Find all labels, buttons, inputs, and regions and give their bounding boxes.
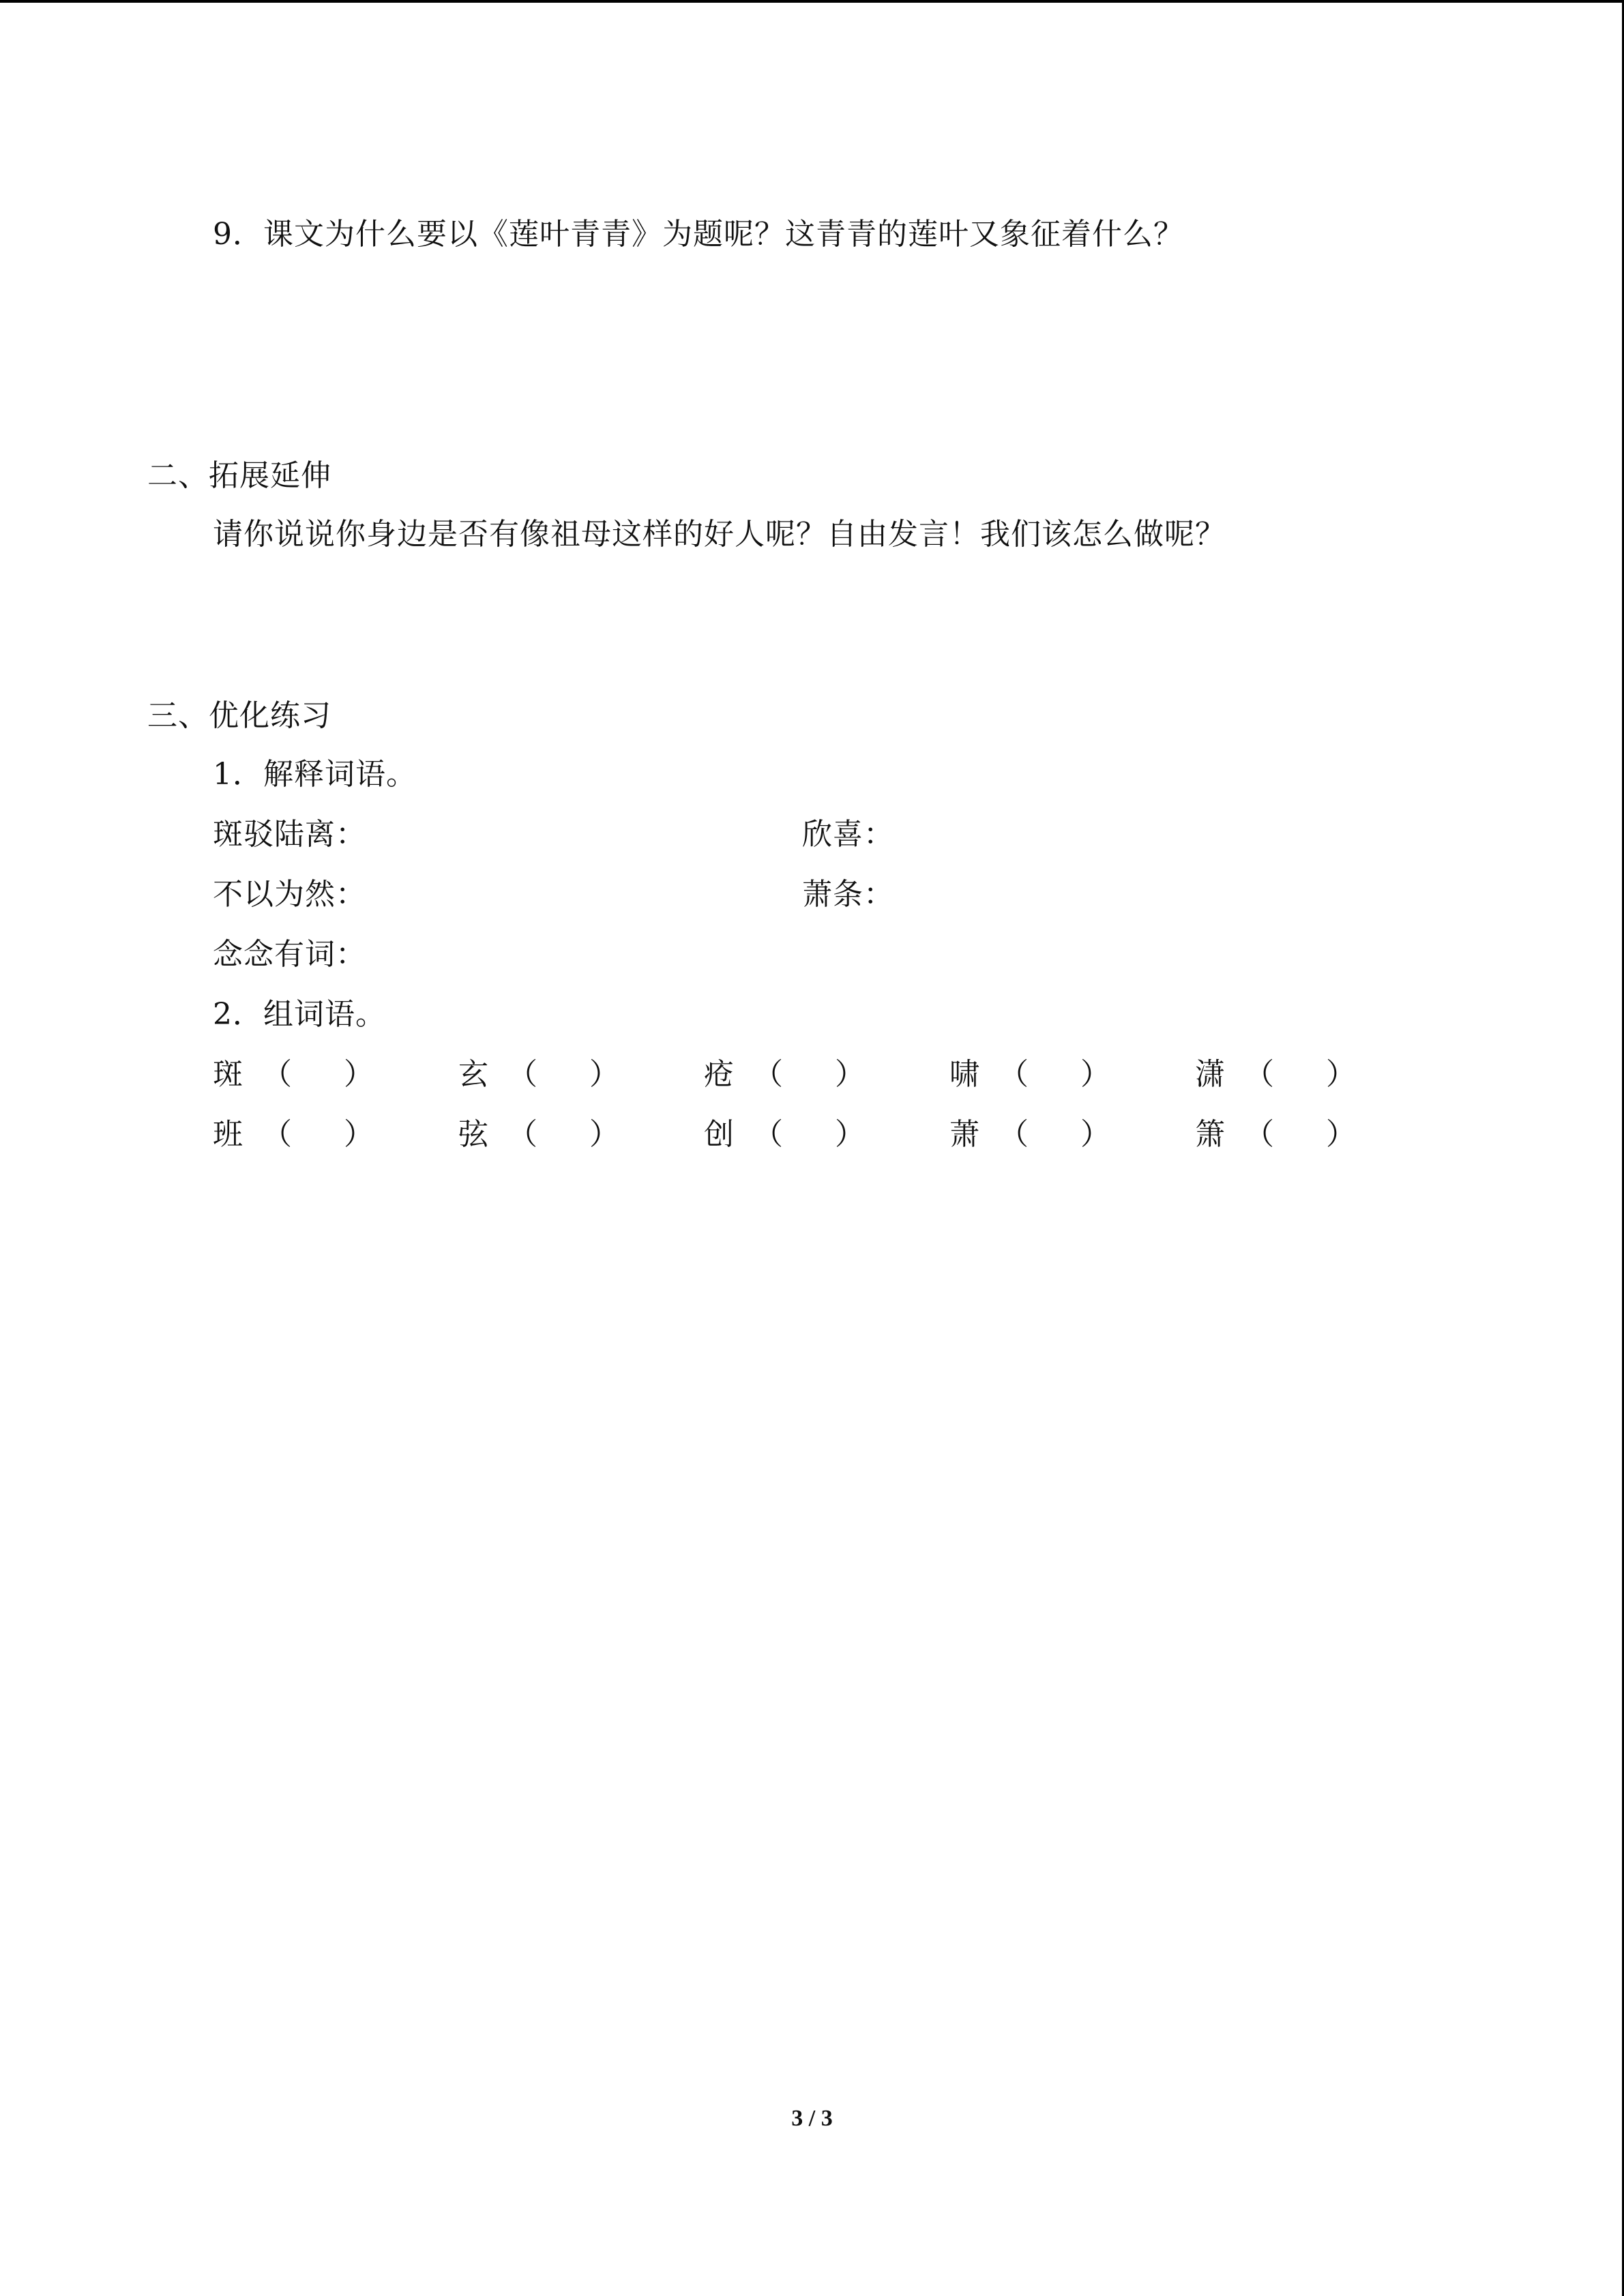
word-slot-char: 啸: [949, 1057, 979, 1092]
word-slot: [458, 1114, 619, 1155]
page-number: 3 / 3: [791, 2106, 833, 2131]
question-1-title: 1．解释词语。: [213, 757, 417, 792]
term-xinxi: 欣喜：: [802, 817, 894, 852]
word-slot-open-paren: （: [507, 1057, 537, 1092]
word-slot-open-paren: （: [1244, 1057, 1274, 1092]
word-slot-char: 萧: [949, 1117, 979, 1152]
word-slot: [704, 1114, 865, 1155]
word-slot-char: 潇: [1195, 1057, 1225, 1092]
word-slot-open-paren: （: [507, 1117, 537, 1152]
word-slot: [213, 1054, 374, 1095]
section-2-heading: 二、拓展延伸: [147, 458, 331, 493]
word-slot-char: 斑: [213, 1057, 243, 1092]
question-2-title: 2．组词语。: [213, 997, 386, 1032]
question-9: 9．课文为什么要以《莲叶青青》为题呢？这青青的莲叶又象征着什么？: [213, 217, 1184, 252]
word-slot-close-paren: ）: [1080, 1057, 1110, 1092]
word-slot-open-paren: （: [753, 1057, 783, 1092]
word-slot-close-paren: ）: [589, 1117, 619, 1152]
term-niannian-youci: 念念有词：: [213, 937, 366, 972]
word-slot-close-paren: ）: [344, 1117, 374, 1152]
word-slot-close-paren: ）: [835, 1117, 865, 1152]
word-slot-open-paren: （: [999, 1057, 1029, 1092]
word-slot-char: 疮: [704, 1057, 734, 1092]
word-slot: [949, 1054, 1110, 1095]
word-slot-open-paren: （: [262, 1117, 292, 1152]
word-slot-close-paren: ）: [1326, 1117, 1356, 1152]
word-slot: [1195, 1114, 1356, 1155]
word-slot: [458, 1054, 619, 1095]
word-slot-close-paren: ）: [835, 1057, 865, 1092]
section-2-prompt: 请你说说你身边是否有像祖母这样的好人呢？自由发言！我们该怎么做呢？: [213, 517, 1226, 552]
word-slot-open-paren: （: [753, 1117, 783, 1152]
word-slot-char: 箫: [1195, 1117, 1225, 1152]
word-slot-close-paren: ）: [1080, 1117, 1110, 1152]
term-buyi-weiran: 不以为然：: [213, 877, 366, 912]
word-slot: [1195, 1054, 1356, 1095]
word-slot: [949, 1114, 1110, 1155]
word-slot-open-paren: （: [999, 1117, 1029, 1152]
word-slot-open-paren: （: [1244, 1117, 1274, 1152]
word-slot: [213, 1114, 374, 1155]
word-slot-open-paren: （: [262, 1057, 292, 1092]
word-slot-char: 班: [213, 1117, 243, 1152]
word-slot: [704, 1054, 865, 1095]
word-slot-char: 创: [704, 1117, 734, 1152]
section-3-heading: 三、优化练习: [147, 698, 331, 733]
word-slot-char: 玄: [458, 1057, 488, 1092]
word-slot-char: 弦: [458, 1117, 488, 1152]
word-slot-close-paren: ）: [589, 1057, 619, 1092]
word-slot-close-paren: ）: [344, 1057, 374, 1092]
word-slot-close-paren: ）: [1326, 1057, 1356, 1092]
top-border-line: [0, 0, 1624, 3]
term-xiaotiao: 萧条：: [802, 877, 894, 912]
term-banbo-luli: 斑驳陆离：: [213, 817, 366, 852]
